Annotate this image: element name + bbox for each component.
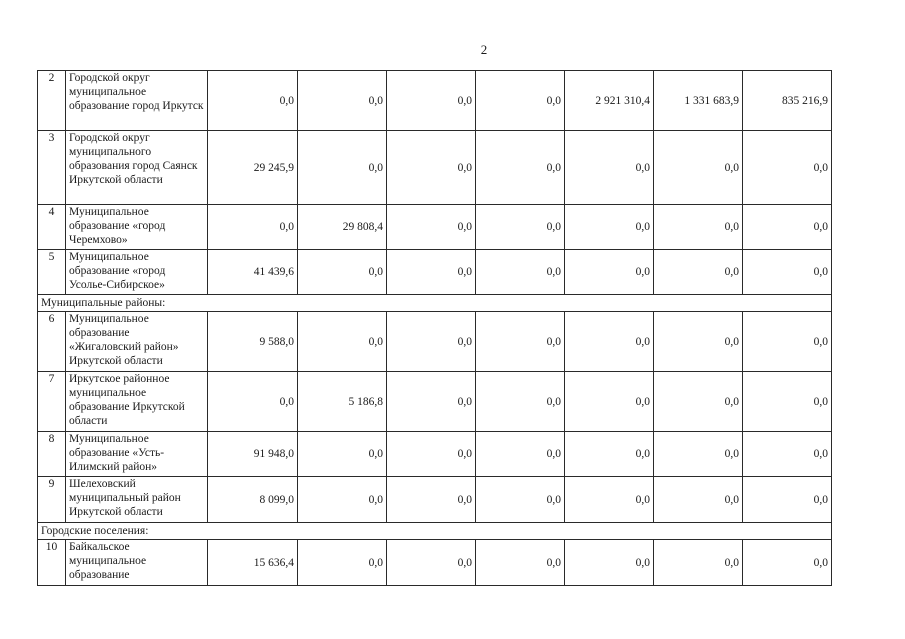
value-cell: 0,0 (654, 432, 743, 477)
section-row (38, 523, 832, 540)
row-number: 4 (38, 205, 66, 250)
value-cell: 8 099,0 (208, 477, 298, 523)
value-cell: 29 245,9 (208, 131, 298, 205)
row-number: 6 (38, 312, 66, 372)
value-cell: 0,0 (476, 432, 565, 477)
value-cell: 0,0 (387, 540, 476, 586)
value-cell: 0,0 (298, 540, 387, 586)
page-number: 2 (480, 42, 488, 57)
value-cell: 0,0 (208, 372, 298, 432)
row-number: 3 (38, 131, 66, 205)
value-cell: 0,0 (387, 250, 476, 295)
municipality-name: Муниципальное образование «город Черемхово» (66, 205, 208, 250)
value-cell: 0,0 (208, 205, 298, 250)
value-cell: 0,0 (654, 372, 743, 432)
value-cell: 0,0 (565, 372, 654, 432)
value-cell: 0,0 (476, 250, 565, 295)
value-cell: 0,0 (743, 312, 832, 372)
section-heading: Городские поселения: (38, 523, 832, 540)
value-cell: 0,0 (298, 131, 387, 205)
value-cell: 0,0 (387, 477, 476, 523)
row-number: 5 (38, 250, 66, 295)
section-row (38, 295, 832, 312)
table-row (38, 131, 832, 205)
budget-table (37, 70, 832, 586)
table-row (38, 477, 832, 523)
value-cell: 0,0 (476, 540, 565, 586)
table-row (38, 312, 832, 372)
value-cell: 0,0 (565, 131, 654, 205)
value-cell: 0,0 (654, 312, 743, 372)
value-cell: 0,0 (298, 71, 387, 131)
row-number: 9 (38, 477, 66, 523)
municipality-name: Байкальское муниципальное образование (66, 540, 208, 586)
row-number: 2 (38, 71, 66, 131)
value-cell: 0,0 (298, 250, 387, 295)
value-cell: 0,0 (654, 540, 743, 586)
municipality-name: Муниципальное образование «город Усолье-Сибирское» (66, 250, 208, 295)
table-row (38, 71, 832, 131)
row-number: 10 (38, 540, 66, 586)
value-cell: 0,0 (743, 131, 832, 205)
table-row (38, 432, 832, 477)
value-cell: 0,0 (743, 372, 832, 432)
value-cell: 0,0 (298, 312, 387, 372)
table-row (38, 250, 832, 295)
municipality-name: Городской округ муниципального образования город Саянск Иркутской области (66, 131, 208, 205)
municipality-name: Муниципальное образование «Жигаловский район» Иркутской области (66, 312, 208, 372)
value-cell: 0,0 (654, 477, 743, 523)
value-cell: 835 216,9 (743, 71, 832, 131)
value-cell: 0,0 (654, 250, 743, 295)
value-cell: 0,0 (476, 71, 565, 131)
value-cell: 15 636,4 (208, 540, 298, 586)
value-cell: 0,0 (387, 205, 476, 250)
value-cell: 41 439,6 (208, 250, 298, 295)
value-cell: 0,0 (298, 432, 387, 477)
value-cell: 0,0 (743, 250, 832, 295)
municipality-name: Шелеховский муниципальный район Иркутской области (66, 477, 208, 523)
value-cell: 0,0 (208, 71, 298, 131)
municipality-name: Муниципальное образование «Усть-Илимский район» (66, 432, 208, 477)
value-cell: 0,0 (476, 372, 565, 432)
table-row (38, 205, 832, 250)
value-cell: 91 948,0 (208, 432, 298, 477)
value-cell: 0,0 (298, 477, 387, 523)
value-cell: 9 588,0 (208, 312, 298, 372)
value-cell: 0,0 (565, 312, 654, 372)
table-row (38, 540, 832, 586)
value-cell: 0,0 (476, 477, 565, 523)
value-cell: 0,0 (387, 372, 476, 432)
value-cell: 0,0 (476, 205, 565, 250)
value-cell: 0,0 (743, 432, 832, 477)
value-cell: 0,0 (743, 477, 832, 523)
value-cell: 1 331 683,9 (654, 71, 743, 131)
value-cell: 0,0 (743, 205, 832, 250)
row-number: 8 (38, 432, 66, 477)
municipality-name: Городской округ муниципальное образование город Иркутск (66, 71, 208, 131)
section-heading: Муниципальные районы: (38, 295, 832, 312)
row-number: 7 (38, 372, 66, 432)
value-cell: 0,0 (565, 205, 654, 250)
value-cell: 0,0 (654, 205, 743, 250)
value-cell: 0,0 (387, 71, 476, 131)
value-cell: 0,0 (387, 131, 476, 205)
table-row (38, 372, 832, 432)
value-cell: 5 186,8 (298, 372, 387, 432)
value-cell: 2 921 310,4 (565, 71, 654, 131)
value-cell: 0,0 (654, 131, 743, 205)
value-cell: 0,0 (565, 477, 654, 523)
value-cell: 0,0 (387, 432, 476, 477)
value-cell: 0,0 (476, 131, 565, 205)
municipality-name: Иркутское районное муниципальное образование Иркутской области (66, 372, 208, 432)
value-cell: 0,0 (565, 540, 654, 586)
value-cell: 0,0 (476, 312, 565, 372)
value-cell: 0,0 (743, 540, 832, 586)
value-cell: 0,0 (565, 432, 654, 477)
value-cell: 0,0 (565, 250, 654, 295)
value-cell: 29 808,4 (298, 205, 387, 250)
value-cell: 0,0 (387, 312, 476, 372)
